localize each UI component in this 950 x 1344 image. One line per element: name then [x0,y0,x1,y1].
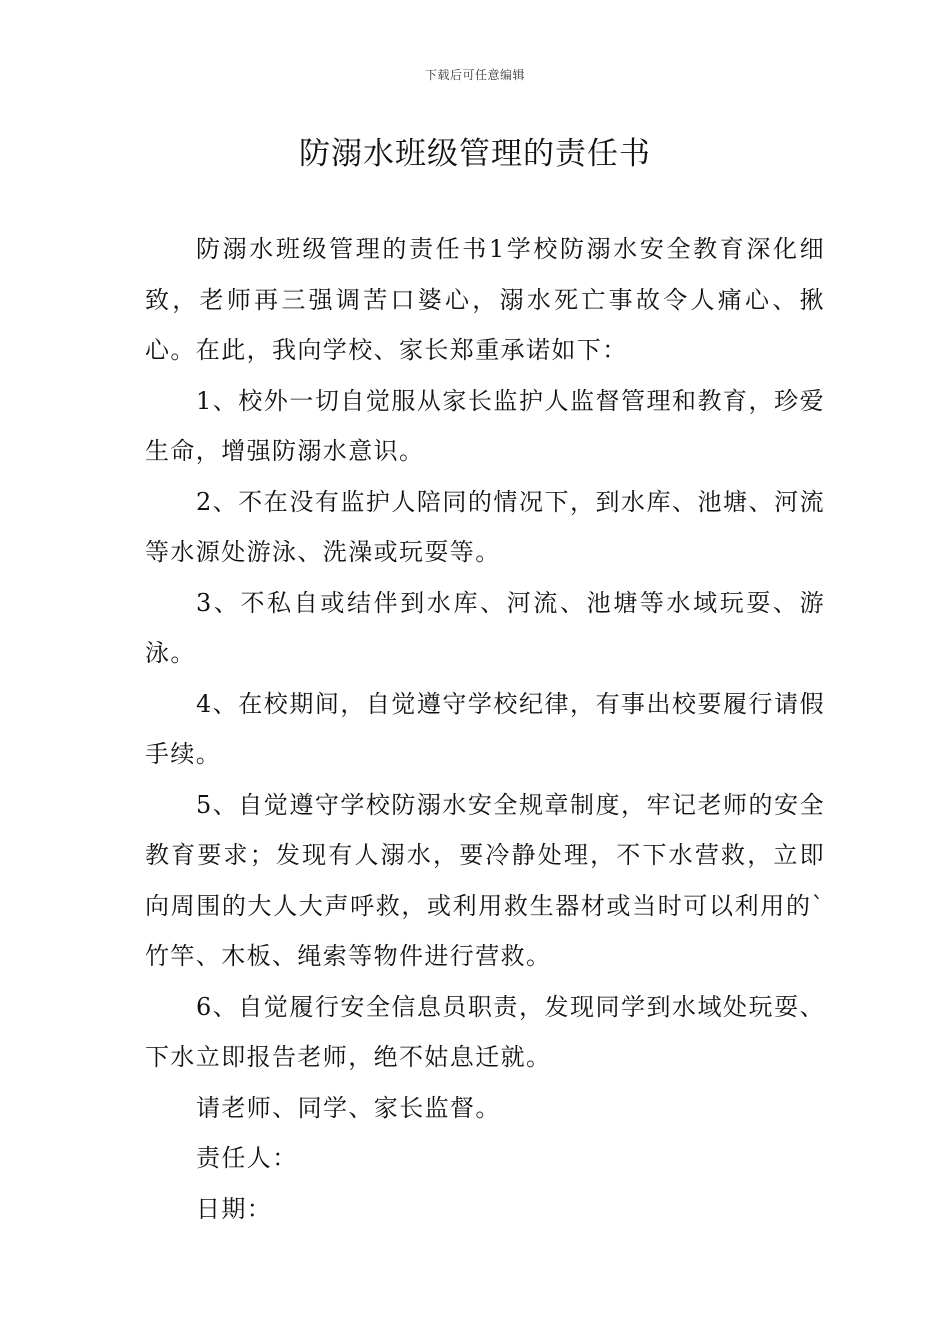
intro-paragraph: 防溺水班级管理的责任书1学校防溺水安全教育深化细致，老师再三强调苦口婆心，溺水死亡事故令人痛心、揪心。在此，我向学校、家长郑重承诺如下： [145,235,825,364]
pledge-item-6: 6、自觉履行安全信息员职责，发现同学到水域处玩耍、下水立即报告老师，绝不姑息迁就。 [145,992,825,1071]
header-watermark: 下载后可任意编辑 [424,68,525,82]
responsible-person-label: 责任人： [196,1144,298,1172]
supervision-note: 请老师、同学、家长监督。 [196,1093,501,1122]
pledge-item-4: 4、在校期间，自觉遵守学校纪律，有事出校要履行请假手续。 [145,689,825,768]
pledge-item-5: 5、自觉遵守学校防溺水安全规章制度，牢记老师的安全教育要求；发现有人溺水，要冷静处理，不下水营救，立即向周围的大人大声呼救，或利用救生器材或当时可以利用的`竹竿、木板、绳索等物件进行营救。 [145,790,825,970]
pledge-item-2: 2、不在没有监护人陪同的情况下，到水库、池塘、河流等水源处游泳、洗澡或玩耍等。 [145,487,825,566]
document-body [145,224,825,1234]
document-title: 防溺水班级管理的责任书 [299,136,651,172]
pledge-item-3: 3、不私自或结伴到水库、河流、池塘等水域玩耍、游泳。 [145,588,825,667]
date-label: 日期： [196,1194,273,1223]
pledge-item-1: 1、校外一切自觉服从家长监护人监督管理和教育，珍爱生命，增强防溺水意识。 [145,386,825,465]
